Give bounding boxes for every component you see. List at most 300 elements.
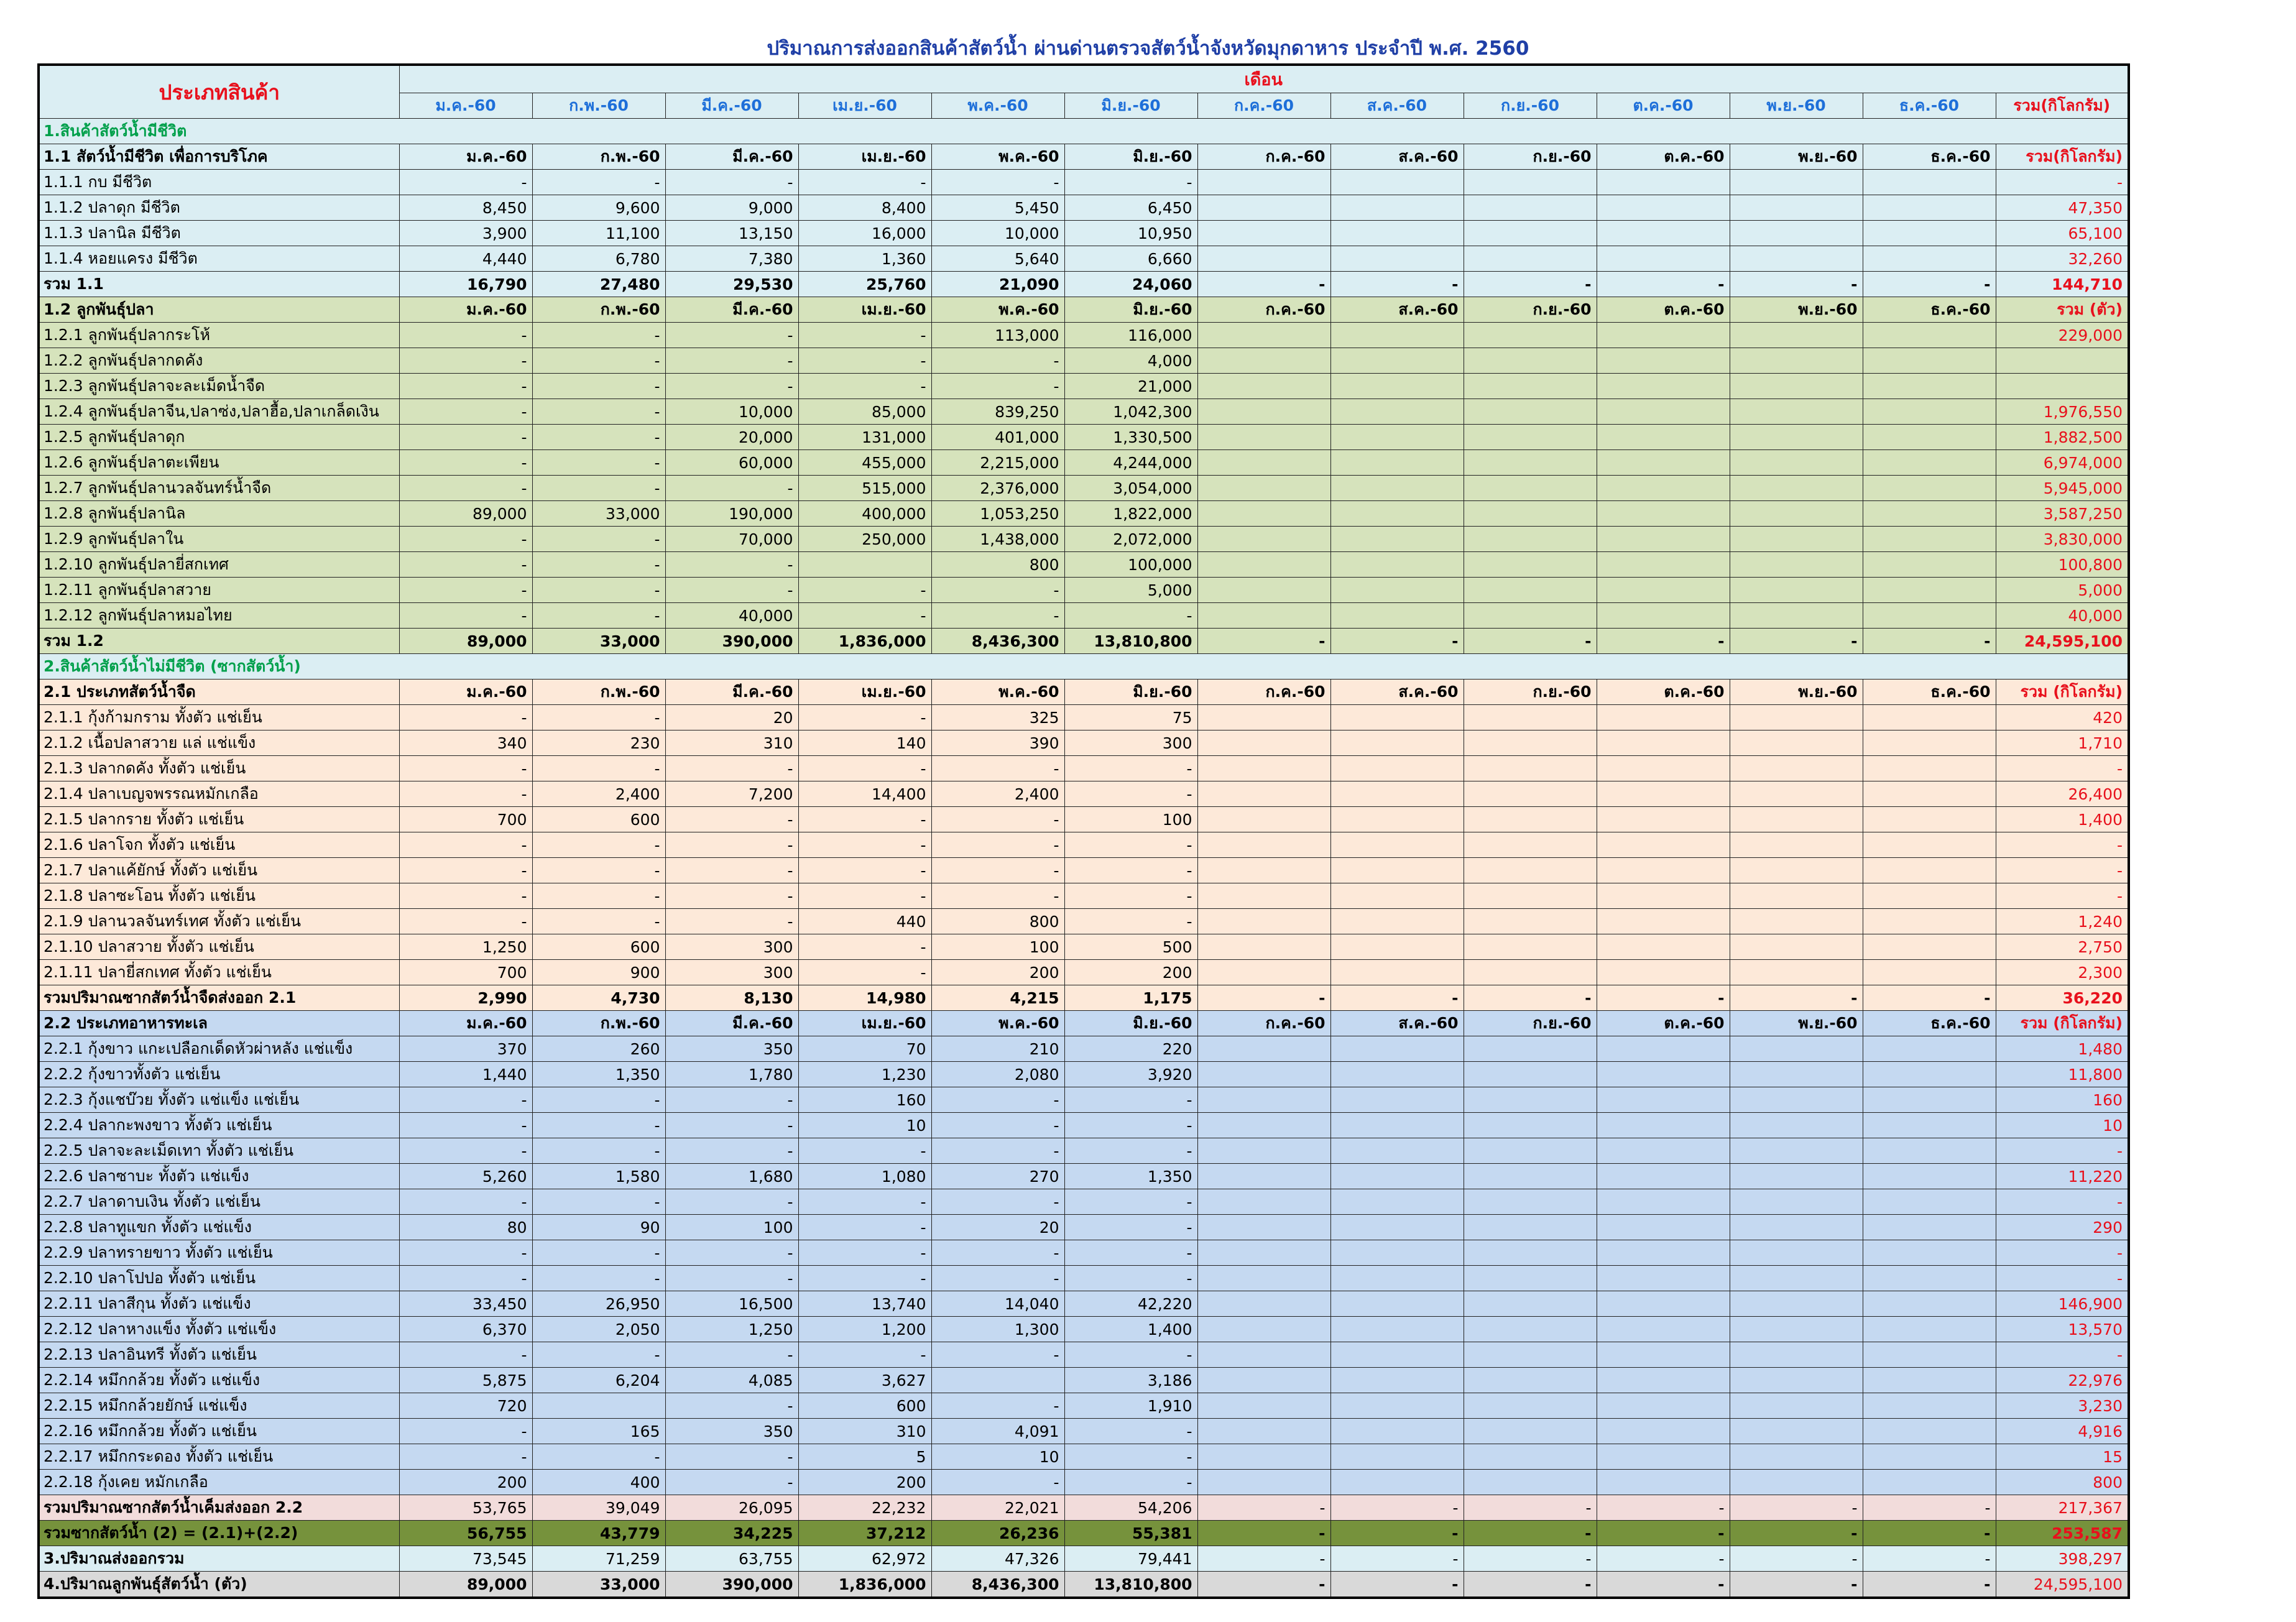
month-cell — [1330, 756, 1464, 781]
month-cell: - — [665, 756, 798, 781]
month-cell: - — [665, 909, 798, 934]
month-cell: - — [931, 1342, 1064, 1368]
month-cell: - — [665, 1266, 798, 1291]
month-cell: - — [1330, 1495, 1464, 1521]
month-cell: - — [931, 832, 1064, 858]
month-cell: 100 — [665, 1215, 798, 1240]
month-cell — [1197, 603, 1330, 629]
total-row — [39, 985, 2129, 1011]
month-cell: - — [532, 170, 665, 195]
month-cell — [1464, 1317, 1597, 1342]
month-cell — [1863, 1036, 1996, 1062]
month-cell: 13,740 — [798, 1291, 931, 1317]
month-cell: - — [1597, 629, 1730, 654]
month-cell: - — [931, 807, 1064, 832]
month-cell: - — [931, 883, 1064, 909]
month-cell: 63,755 — [665, 1546, 798, 1572]
month-cell: พ.ค.-60 — [931, 680, 1064, 705]
month-cell: 10,000 — [665, 399, 798, 425]
row-label: 3.ปริมาณส่งออกรวม — [39, 1546, 399, 1572]
month-cell — [1863, 883, 1996, 909]
month-cell — [1730, 578, 1863, 603]
month-cell: 7,200 — [665, 781, 798, 807]
month-cell: - — [665, 1087, 798, 1113]
month-cell: - — [798, 807, 931, 832]
month-cell — [1863, 1266, 1996, 1291]
month-header: ก.ค.-60 — [1197, 93, 1330, 119]
month-cell: ก.ค.-60 — [1197, 1011, 1330, 1036]
month-cell: - — [798, 1266, 931, 1291]
month-cell — [1730, 348, 1863, 374]
month-cell: 1,330,500 — [1064, 425, 1197, 450]
row-total-cell: 144,710 — [1996, 272, 2129, 297]
month-cell: 100,000 — [1064, 552, 1197, 578]
month-cell: 370 — [399, 1036, 532, 1062]
month-cell — [1197, 527, 1330, 552]
month-cell — [1197, 1138, 1330, 1164]
month-cell: 60,000 — [665, 450, 798, 476]
month-cell: - — [399, 323, 532, 348]
month-cell: - — [931, 1113, 1064, 1138]
month-cell — [1330, 909, 1464, 934]
month-cell: 390,000 — [665, 1572, 798, 1598]
month-cell: ม.ค.-60 — [399, 1011, 532, 1036]
row-label: 2.1.1 กุ้งก้ามกราม ทั้งตัว แช่เย็น — [39, 705, 399, 730]
month-cell — [1597, 807, 1730, 832]
month-cell — [1597, 603, 1730, 629]
month-cell: - — [532, 374, 665, 399]
month-cell — [1197, 221, 1330, 246]
month-cell: - — [798, 756, 931, 781]
month-cell — [1730, 323, 1863, 348]
month-cell: 43,779 — [532, 1521, 665, 1546]
month-cell — [1597, 1342, 1730, 1368]
month-cell — [1464, 883, 1597, 909]
month-cell — [1464, 1393, 1597, 1419]
month-cell — [1597, 195, 1730, 221]
row-label: 1.2.8 ลูกพันธุ์ปลานิล — [39, 501, 399, 527]
month-cell: เม.ย.-60 — [798, 144, 931, 170]
month-cell: ก.ย.-60 — [1464, 297, 1597, 323]
month-cell: 4,440 — [399, 246, 532, 272]
month-cell — [1597, 730, 1730, 756]
table-row — [39, 195, 2129, 221]
month-cell: - — [665, 170, 798, 195]
month-cell: 13,810,800 — [1064, 629, 1197, 654]
month-cell: - — [399, 1444, 532, 1470]
month-cell — [1863, 756, 1996, 781]
month-cell: 5,260 — [399, 1164, 532, 1189]
row-label: 1.1.3 ปลานิล มีชีวิต — [39, 221, 399, 246]
row-total-cell: - — [1996, 1240, 2129, 1266]
month-cell — [1464, 1419, 1597, 1444]
month-cell — [1464, 1036, 1597, 1062]
month-cell: 14,040 — [931, 1291, 1064, 1317]
month-cell: 500 — [1064, 934, 1197, 960]
month-cell: - — [665, 1113, 798, 1138]
row-label: 2.1.3 ปลากดคัง ทั้งตัว แช่เย็น — [39, 756, 399, 781]
month-cell — [1197, 1189, 1330, 1215]
header-row-top — [39, 65, 2129, 93]
month-cell: พ.ค.-60 — [931, 144, 1064, 170]
month-cell — [1863, 960, 1996, 985]
month-cell: - — [931, 858, 1064, 883]
subsection-header-row — [39, 144, 2129, 170]
month-cell: - — [665, 1444, 798, 1470]
row-total-cell: - — [1996, 170, 2129, 195]
month-cell — [1330, 1087, 1464, 1113]
month-cell — [1597, 1470, 1730, 1495]
row-label: 2.2.12 ปลาหางแข็ง ทั้งตัว แช่แข็ง — [39, 1317, 399, 1342]
month-cell: - — [931, 756, 1064, 781]
month-cell: มี.ค.-60 — [665, 1011, 798, 1036]
month-cell — [1597, 705, 1730, 730]
month-cell: เม.ย.-60 — [798, 297, 931, 323]
month-cell — [1597, 450, 1730, 476]
month-cell: ก.ค.-60 — [1197, 680, 1330, 705]
month-cell: 5,000 — [1064, 578, 1197, 603]
month-cell — [1597, 348, 1730, 374]
month-cell: - — [665, 374, 798, 399]
month-cell — [1863, 323, 1996, 348]
month-cell — [1330, 425, 1464, 450]
month-cell — [1863, 1164, 1996, 1189]
row-label: 2.1.9 ปลานวลจันทร์เทศ ทั้งตัว แช่เย็น — [39, 909, 399, 934]
month-cell — [1197, 960, 1330, 985]
month-cell: - — [1064, 1189, 1197, 1215]
month-cell — [1863, 476, 1996, 501]
month-cell — [1197, 476, 1330, 501]
month-cell: - — [665, 1240, 798, 1266]
month-cell: 6,370 — [399, 1317, 532, 1342]
month-cell: 800 — [931, 909, 1064, 934]
month-cell: - — [532, 705, 665, 730]
row-total-cell: 11,220 — [1996, 1164, 2129, 1189]
row-total-cell: 1,240 — [1996, 909, 2129, 934]
month-header: ธ.ค.-60 — [1863, 93, 1996, 119]
month-cell: 10,000 — [931, 221, 1064, 246]
month-cell — [1863, 374, 1996, 399]
month-cell — [1197, 1342, 1330, 1368]
month-cell: 800 — [931, 552, 1064, 578]
row-total-cell — [1996, 374, 2129, 399]
month-cell: - — [399, 374, 532, 399]
month-cell: - — [532, 1189, 665, 1215]
month-cell: 55,381 — [1064, 1521, 1197, 1546]
month-cell: 600 — [798, 1393, 931, 1419]
month-cell: 89,000 — [399, 629, 532, 654]
row-total-cell: 24,595,100 — [1996, 1572, 2129, 1598]
month-cell — [1730, 730, 1863, 756]
table-row — [39, 1087, 2129, 1113]
month-cell — [1330, 450, 1464, 476]
row-label: 2.1.11 ปลายี่สกเทศ ทั้งตัว แช่เย็น — [39, 960, 399, 985]
month-cell — [1597, 883, 1730, 909]
subsection-header-row — [39, 297, 2129, 323]
month-cell: 25,760 — [798, 272, 931, 297]
month-cell: 33,000 — [532, 629, 665, 654]
row-total-cell: 1,882,500 — [1996, 425, 2129, 450]
row-label: 1.2.5 ลูกพันธุ์ปลาดุก — [39, 425, 399, 450]
month-cell: 160 — [798, 1087, 931, 1113]
table-row — [39, 425, 2129, 450]
month-cell: - — [931, 1138, 1064, 1164]
month-cell: - — [1064, 883, 1197, 909]
month-cell: 47,326 — [931, 1546, 1064, 1572]
month-cell: 29,530 — [665, 272, 798, 297]
table-row — [39, 934, 2129, 960]
month-cell — [1730, 781, 1863, 807]
row-label: 2.2.7 ปลาดาบเงิน ทั้งตัว แช่เย็น — [39, 1189, 399, 1215]
row-label: 1.2.3 ลูกพันธุ์ปลาจะละเม็ดน้ำจืด — [39, 374, 399, 399]
month-cell: 22,021 — [931, 1495, 1064, 1521]
month-cell — [1330, 705, 1464, 730]
total-row — [39, 1495, 2129, 1521]
month-cell: - — [532, 883, 665, 909]
month-cell: 700 — [399, 960, 532, 985]
row-total-cell: 40,000 — [1996, 603, 2129, 629]
month-cell: - — [1464, 272, 1597, 297]
month-cell: - — [1730, 1521, 1863, 1546]
month-cell: - — [665, 807, 798, 832]
month-cell — [1730, 1444, 1863, 1470]
row-total-cell: 36,220 — [1996, 985, 2129, 1011]
row-label: 1.2.12 ลูกพันธุ์ปลาหมอไทย — [39, 603, 399, 629]
month-cell: - — [665, 1342, 798, 1368]
month-cell: - — [798, 1189, 931, 1215]
month-cell: 56,755 — [399, 1521, 532, 1546]
month-cell — [1597, 858, 1730, 883]
month-cell: ส.ค.-60 — [1330, 144, 1464, 170]
month-cell: ก.ค.-60 — [1197, 297, 1330, 323]
row-total-cell: 1,976,550 — [1996, 399, 2129, 425]
month-cell: 310 — [665, 730, 798, 756]
row-total-cell: 5,945,000 — [1996, 476, 2129, 501]
month-cell: 1,440 — [399, 1062, 532, 1087]
month-cell — [1597, 1036, 1730, 1062]
month-cell — [1197, 1164, 1330, 1189]
month-cell — [1730, 1317, 1863, 1342]
month-cell: - — [1330, 1546, 1464, 1572]
month-cell: 4,000 — [1064, 348, 1197, 374]
table-row — [39, 476, 2129, 501]
month-cell: - — [532, 527, 665, 552]
month-cell: - — [399, 1342, 532, 1368]
month-cell: 200 — [399, 1470, 532, 1495]
month-cell: 34,225 — [665, 1521, 798, 1546]
month-cell: 20 — [931, 1215, 1064, 1240]
month-cell — [532, 1393, 665, 1419]
month-cell: - — [532, 323, 665, 348]
month-cell: - — [1064, 1342, 1197, 1368]
month-cell: 250,000 — [798, 527, 931, 552]
month-cell: มี.ค.-60 — [665, 297, 798, 323]
month-cell: 16,000 — [798, 221, 931, 246]
month-cell: - — [1197, 629, 1330, 654]
month-cell — [1464, 1240, 1597, 1266]
month-cell — [1597, 399, 1730, 425]
month-cell — [1330, 1317, 1464, 1342]
month-cell: ม.ค.-60 — [399, 297, 532, 323]
row-label: 1.2.7 ลูกพันธุ์ปลานวลจันทร์น้ำจืด — [39, 476, 399, 501]
month-cell: - — [665, 858, 798, 883]
row-label: 1.2.4 ลูกพันธุ์ปลาจีน,ปลาซ่ง,ปลาฮื้อ,ปลาเกล็ดเงิน — [39, 399, 399, 425]
row-total-cell: 32,260 — [1996, 246, 2129, 272]
month-cell: - — [399, 399, 532, 425]
month-cell: 3,054,000 — [1064, 476, 1197, 501]
row-label: 4.ปริมาณลูกพันธุ์สัตว์น้ำ (ตัว) — [39, 1572, 399, 1598]
month-cell — [1197, 1062, 1330, 1087]
row-total-cell: - — [1996, 883, 2129, 909]
month-cell: ก.พ.-60 — [532, 144, 665, 170]
month-cell: - — [931, 374, 1064, 399]
month-cell — [1330, 934, 1464, 960]
month-cell: - — [1730, 985, 1863, 1011]
month-cell: - — [1863, 629, 1996, 654]
total-row — [39, 1521, 2129, 1546]
month-cell: 440 — [798, 909, 931, 934]
row-total-cell: 1,480 — [1996, 1036, 2129, 1062]
month-cell: - — [1863, 272, 1996, 297]
row-label: 2.1.7 ปลาแค้ยักษ์ ทั้งตัว แช่เย็น — [39, 858, 399, 883]
month-cell — [1597, 1419, 1730, 1444]
month-cell: 89,000 — [399, 501, 532, 527]
month-cell: 220 — [1064, 1036, 1197, 1062]
month-cell — [1863, 1393, 1996, 1419]
month-cell: 21,000 — [1064, 374, 1197, 399]
month-cell: 190,000 — [665, 501, 798, 527]
month-cell — [1863, 1368, 1996, 1393]
row-total-cell: - — [1996, 1266, 2129, 1291]
row-label: 1.1.4 หอยแครง มีชีวิต — [39, 246, 399, 272]
month-cell: - — [798, 170, 931, 195]
row-label: 2.2.11 ปลาสีกุน ทั้งตัว แช่แข็ง — [39, 1291, 399, 1317]
month-cell — [1730, 552, 1863, 578]
month-cell — [1597, 832, 1730, 858]
month-cell: - — [1730, 1546, 1863, 1572]
month-cell — [1597, 1215, 1730, 1240]
month-cell — [1197, 323, 1330, 348]
month-cell: 140 — [798, 730, 931, 756]
table-row — [39, 1062, 2129, 1087]
row-label: 2.2.8 ปลาทูแขก ทั้งตัว แช่แข็ง — [39, 1215, 399, 1240]
month-cell: 6,450 — [1064, 195, 1197, 221]
month-cell — [1863, 1138, 1996, 1164]
month-cell: 1,680 — [665, 1164, 798, 1189]
month-cell: 90 — [532, 1215, 665, 1240]
month-cell: 401,000 — [931, 425, 1064, 450]
month-cell: พ.ค.-60 — [931, 297, 1064, 323]
month-cell: 9,000 — [665, 195, 798, 221]
month-cell: ก.พ.-60 — [532, 1011, 665, 1036]
table-row — [39, 883, 2129, 909]
month-cell: ธ.ค.-60 — [1863, 144, 1996, 170]
month-cell: 7,380 — [665, 246, 798, 272]
row-total-cell: - — [1996, 832, 2129, 858]
month-cell — [1330, 1113, 1464, 1138]
row-label: รวม 1.1 — [39, 272, 399, 297]
month-cell: - — [532, 578, 665, 603]
month-cell: ส.ค.-60 — [1330, 1011, 1464, 1036]
month-cell — [1197, 832, 1330, 858]
table-row — [39, 1470, 2129, 1495]
month-cell — [1330, 603, 1464, 629]
month-cell: - — [1197, 1495, 1330, 1521]
month-cell — [1464, 450, 1597, 476]
month-cell: - — [1064, 1240, 1197, 1266]
month-cell — [1597, 323, 1730, 348]
month-cell: 54,206 — [1064, 1495, 1197, 1521]
month-cell — [1464, 501, 1597, 527]
month-cell — [1597, 1393, 1730, 1419]
month-cell — [1863, 781, 1996, 807]
month-cell: ธ.ค.-60 — [1863, 1011, 1996, 1036]
month-cell: 1,080 — [798, 1164, 931, 1189]
month-cell: 2,072,000 — [1064, 527, 1197, 552]
month-cell — [1330, 170, 1464, 195]
month-cell — [1730, 195, 1863, 221]
month-cell: 39,049 — [532, 1495, 665, 1521]
row-total-cell: 22,976 — [1996, 1368, 2129, 1393]
month-cell: 113,000 — [931, 323, 1064, 348]
table-row — [39, 527, 2129, 552]
row-label: รวมซากสัตว์น้ำ (2) = (2.1)+(2.2) — [39, 1521, 399, 1546]
month-cell — [1330, 348, 1464, 374]
month-cell: - — [1330, 1521, 1464, 1546]
row-label: 2.2.9 ปลาทรายขาว ทั้งตัว แช่เย็น — [39, 1240, 399, 1266]
month-cell — [1197, 781, 1330, 807]
row-total-cell: 3,587,250 — [1996, 501, 2129, 527]
month-cell — [1863, 1419, 1996, 1444]
month-cell — [1863, 1062, 1996, 1087]
month-cell — [1197, 246, 1330, 272]
month-cell — [1730, 1087, 1863, 1113]
row-label: 2.1.5 ปลากราย ทั้งตัว แช่เย็น — [39, 807, 399, 832]
month-cell — [1197, 1317, 1330, 1342]
row-total-cell: 13,570 — [1996, 1317, 2129, 1342]
row-label: 1.2.6 ลูกพันธุ์ปลาตะเพียน — [39, 450, 399, 476]
row-label: 2.2.15 หมึกกล้วยยักษ์ แช่แข็ง — [39, 1393, 399, 1419]
month-cell: 230 — [532, 730, 665, 756]
month-cell — [1464, 425, 1597, 450]
month-cell: 1,175 — [1064, 985, 1197, 1011]
month-cell: 13,810,800 — [1064, 1572, 1197, 1598]
month-cell — [1197, 578, 1330, 603]
month-cell — [1730, 476, 1863, 501]
month-cell: 1,350 — [532, 1062, 665, 1087]
month-cell — [1330, 399, 1464, 425]
month-cell: 300 — [665, 934, 798, 960]
section-row — [39, 119, 2129, 144]
month-cell: 1,230 — [798, 1062, 931, 1087]
table-row — [39, 909, 2129, 934]
month-cell — [1464, 1138, 1597, 1164]
month-cell: - — [399, 578, 532, 603]
month-cell: - — [931, 1189, 1064, 1215]
month-cell: - — [798, 323, 931, 348]
month-cell: 8,400 — [798, 195, 931, 221]
month-cell: - — [931, 348, 1064, 374]
month-cell: - — [1330, 629, 1464, 654]
month-cell: ส.ค.-60 — [1330, 297, 1464, 323]
row-total-cell: - — [1996, 1138, 2129, 1164]
month-cell — [1330, 246, 1464, 272]
table-row — [39, 399, 2129, 425]
month-cell — [1197, 756, 1330, 781]
month-cell — [1597, 1368, 1730, 1393]
month-cell: 900 — [532, 960, 665, 985]
month-cell: 1,910 — [1064, 1393, 1197, 1419]
